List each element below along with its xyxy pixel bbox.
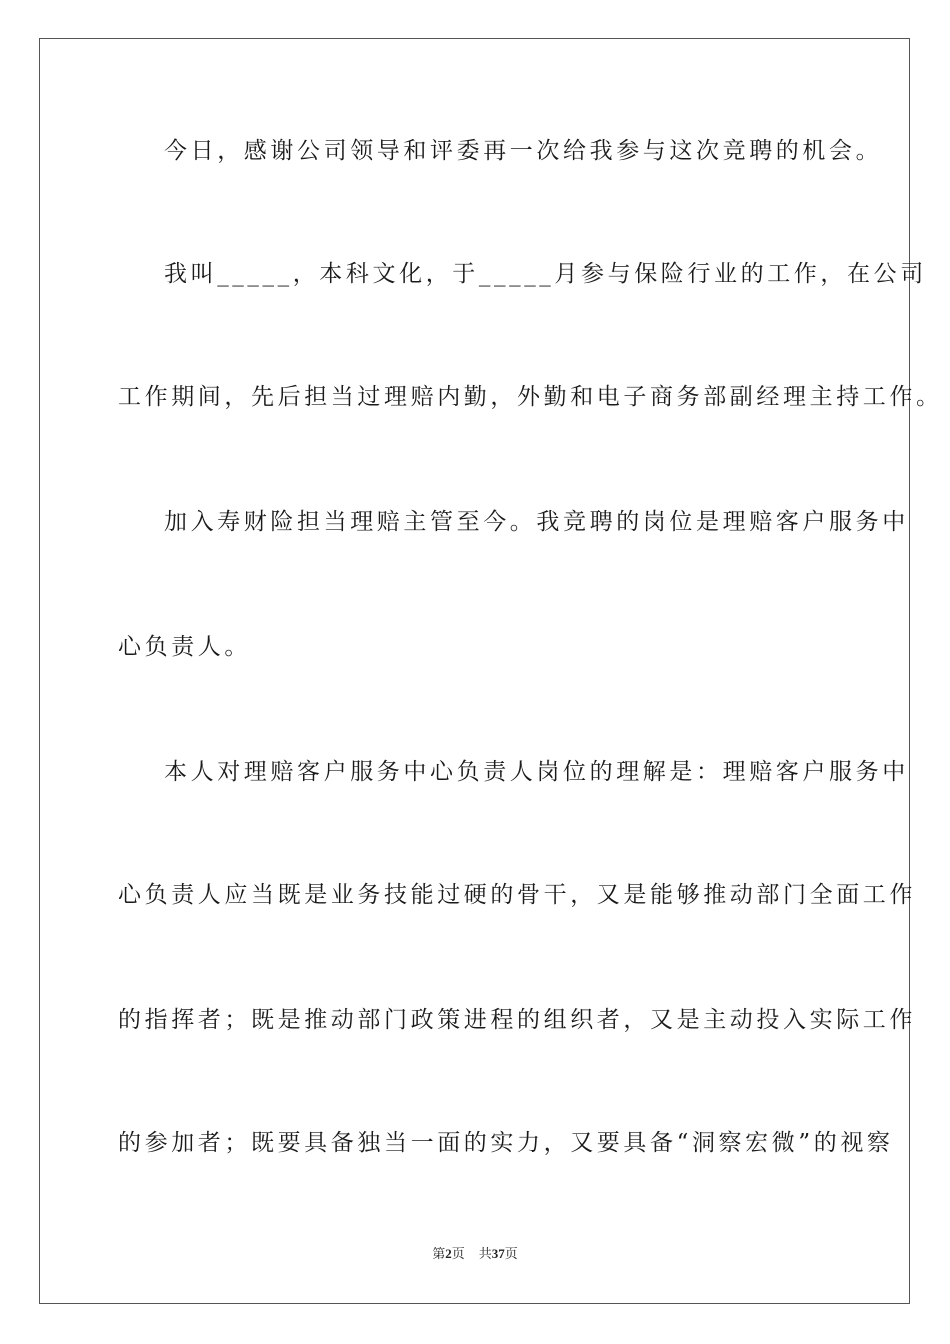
paragraph-line-9: 的参加者；既要具备独当一面的实力，又要具备“洞察宏微”的视察 — [118, 1130, 894, 1156]
paragraph-line-8: 的指挥者；既是推动部门政策进程的组织者，又是主动投入实际工作 — [118, 1007, 916, 1033]
paragraph-line-5: 心负责人。 — [118, 634, 251, 660]
paragraph-line-2: 我叫_____，本科文化，于_____月参与保险行业的工作，在公司 — [164, 261, 927, 287]
total-pages: 37 — [491, 1246, 505, 1261]
paragraph-line-1: 今日，感谢公司领导和评委再一次给我参与这次竞聘的机会。 — [164, 138, 883, 164]
paragraph-line-4: 加入寿财险担当理赔主管至今。我竞聘的岗位是理赔客户服务中 — [164, 509, 909, 535]
paragraph-line-3: 工作期间，先后担当过理赔内勤，外勤和电子商务部副经理主持工作。 — [118, 384, 943, 410]
total-prefix: 共 — [478, 1246, 492, 1261]
paragraph-line-7: 心负责人应当既是业务技能过硬的骨干，又是能够推动部门全面工作 — [118, 882, 916, 908]
page-prefix: 第 — [432, 1246, 446, 1261]
total-suffix: 页 — [504, 1246, 518, 1261]
paragraph-line-6: 本人对理赔客户服务中心负责人岗位的理解是：理赔客户服务中 — [164, 759, 909, 785]
page-border — [39, 38, 943, 1304]
page-number: 2 — [445, 1246, 452, 1261]
page-footer — [0, 1245, 950, 1263]
page-suffix: 页 — [451, 1246, 465, 1261]
